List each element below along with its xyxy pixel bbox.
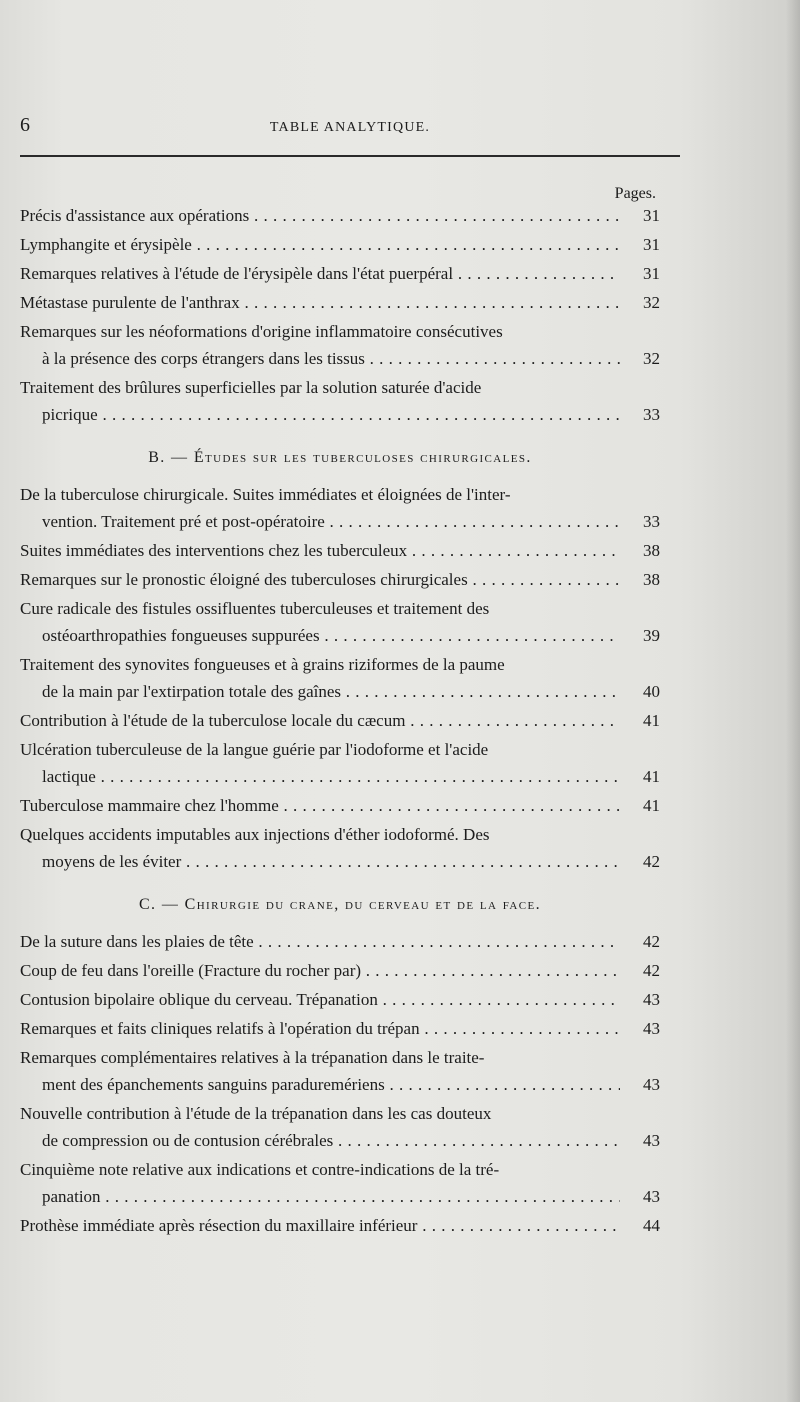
header-rule [20, 155, 680, 157]
entry-title-last-line: Lymphangite et érysipèle . . . [20, 231, 620, 258]
toc-entry [20, 651, 660, 705]
entries-section-a [20, 202, 660, 428]
toc-entry [20, 1100, 660, 1154]
toc-entry [20, 957, 660, 984]
entry-title-line: De la tuberculose chirurgicale. Suites immédiates et éloignées de l'inter- [20, 485, 511, 504]
entry-title-last-line: Prothèse immédiate après résection du maxillaire inférieur . . . [20, 1212, 620, 1239]
entry-title-last-line: panation . . . [20, 1183, 620, 1210]
entry-title-last-line: de la main par l'extirpation totale des gaînes . . . [20, 678, 620, 705]
entry-page-number: 42 [643, 852, 660, 871]
toc-entry [20, 289, 660, 316]
toc-entry [20, 707, 660, 734]
toc-entry [20, 374, 660, 428]
entry-page-number: 31 [643, 206, 660, 225]
entry-page-number: 38 [643, 541, 660, 560]
toc-entry [20, 231, 660, 258]
entry-title-last-line: Contribution à l'étude de la tuberculose locale du cæcum . . . [20, 707, 620, 734]
entry-title-last-line: De la suture dans les plaies de tête . . . [20, 928, 620, 955]
entry-title-line: Cinquième note relative aux indications et contre-indications de la tré- [20, 1160, 500, 1179]
section-heading-b: B. — Études sur les tuberculoses chirurgicales. [148, 449, 532, 466]
entry-page-number: 44 [643, 1216, 660, 1235]
entry-page-number: 43 [643, 1131, 660, 1150]
toc-entry [20, 1015, 660, 1042]
entry-page-number: 40 [643, 682, 660, 701]
entry-title-last-line: vention. Traitement pré et post-opératoire . . . [20, 508, 620, 535]
entry-title-last-line: Contusion bipolaire oblique du cerveau. Trépanation . . . [20, 986, 620, 1013]
page-edge-shadow [786, 0, 800, 1402]
toc-entry [20, 260, 660, 287]
entry-title-last-line: Remarques et faits cliniques relatifs à l'opération du trépan . . . [20, 1015, 620, 1042]
toc-entry [20, 986, 660, 1013]
entry-page-number: 39 [643, 626, 660, 645]
entry-title-last-line: ostéoarthropathies fongueuses suppurées . . . [20, 622, 620, 649]
entry-title-last-line: de compression ou de contusion cérébrales . . . [20, 1127, 620, 1154]
entry-page-number: 31 [643, 264, 660, 283]
entry-page-number: 33 [643, 512, 660, 531]
entry-title-last-line: Tuberculose mammaire chez l'homme . . . [20, 792, 620, 819]
toc-entry [20, 792, 660, 819]
entry-page-number: 33 [643, 405, 660, 424]
pages-column-label: Pages. [614, 185, 656, 202]
entry-page-number: 43 [643, 990, 660, 1009]
page-number: 6 [20, 114, 30, 136]
entry-title-last-line: Métastase purulente de l'anthrax . . . [20, 289, 620, 316]
entries-section-c [20, 928, 660, 1239]
toc-entry [20, 1044, 660, 1098]
entry-page-number: 43 [643, 1075, 660, 1094]
toc-entry [20, 595, 660, 649]
toc-entry [20, 1212, 660, 1239]
toc-entry [20, 566, 660, 593]
entry-page-number: 31 [643, 235, 660, 254]
toc-entry [20, 821, 660, 875]
toc-entry [20, 1156, 660, 1210]
entry-title-line: Traitement des brûlures superficielles par la solution saturée d'acide [20, 378, 482, 397]
entry-title-last-line: Coup de feu dans l'oreille (Fracture du rocher par) . . . [20, 957, 620, 984]
entry-title-last-line: moyens de les éviter . . . [20, 848, 620, 875]
entry-title-last-line: ment des épanchements sanguins paraduremériens . . . [20, 1071, 620, 1098]
section-heading-c: C. — Chirurgie du crane, du cerveau et de la face. [138, 896, 542, 913]
toc-entry [20, 318, 660, 372]
entry-title-line: Quelques accidents imputables aux injections d'éther iodoformé. Des [20, 825, 490, 844]
toc-entry [20, 928, 660, 955]
entry-page-number: 42 [643, 932, 660, 951]
entry-title-last-line: Suites immédiates des interventions chez les tuberculeux . . . [20, 537, 620, 564]
entry-page-number: 41 [643, 767, 660, 786]
entry-title-last-line: lactique . . . [20, 763, 620, 790]
entry-title-line: Remarques complémentaires relatives à la trépanation dans le traite- [20, 1048, 485, 1067]
entry-page-number: 32 [643, 293, 660, 312]
entries-section-b [20, 481, 660, 875]
entry-page-number: 41 [643, 796, 660, 815]
toc-entry [20, 736, 660, 790]
entry-page-number: 42 [643, 961, 660, 980]
toc-entry [20, 537, 660, 564]
running-title: TABLE ANALYTIQUE. [269, 120, 431, 135]
entry-title-line: Ulcération tuberculeuse de la langue guérie par l'iodoforme et l'acide [20, 740, 489, 759]
toc-entry [20, 481, 660, 535]
entry-page-number: 41 [643, 711, 660, 730]
entry-page-number: 38 [643, 570, 660, 589]
entry-title-last-line: à la présence des corps étrangers dans les tissus . . . [20, 345, 620, 372]
entry-page-number: 32 [643, 349, 660, 368]
entry-title-last-line: Remarques sur le pronostic éloigné des tuberculoses chirurgicales . . . [20, 566, 620, 593]
entry-title-line: Remarques sur les néoformations d'origine inflammatoire consécutives [20, 322, 503, 341]
entry-page-number: 43 [643, 1019, 660, 1038]
toc-entry [20, 202, 660, 229]
entry-title-line: Traitement des synovites fongueuses et à grains riziformes de la paume [20, 655, 505, 674]
entry-title-last-line: Remarques relatives à l'étude de l'érysipèle dans l'état puerpéral . . . [20, 260, 620, 287]
entry-title-line: Nouvelle contribution à l'étude de la trépanation dans les cas douteux [20, 1104, 492, 1123]
entry-title-line: Cure radicale des fistules ossifluentes tuberculeuses et traitement des [20, 599, 490, 618]
table-of-contents [20, 202, 660, 1241]
entry-page-number: 43 [643, 1187, 660, 1206]
entry-title-last-line: picrique . . . [20, 401, 620, 428]
page-header [20, 114, 680, 144]
entry-title-last-line: Précis d'assistance aux opérations . . . [20, 202, 620, 229]
